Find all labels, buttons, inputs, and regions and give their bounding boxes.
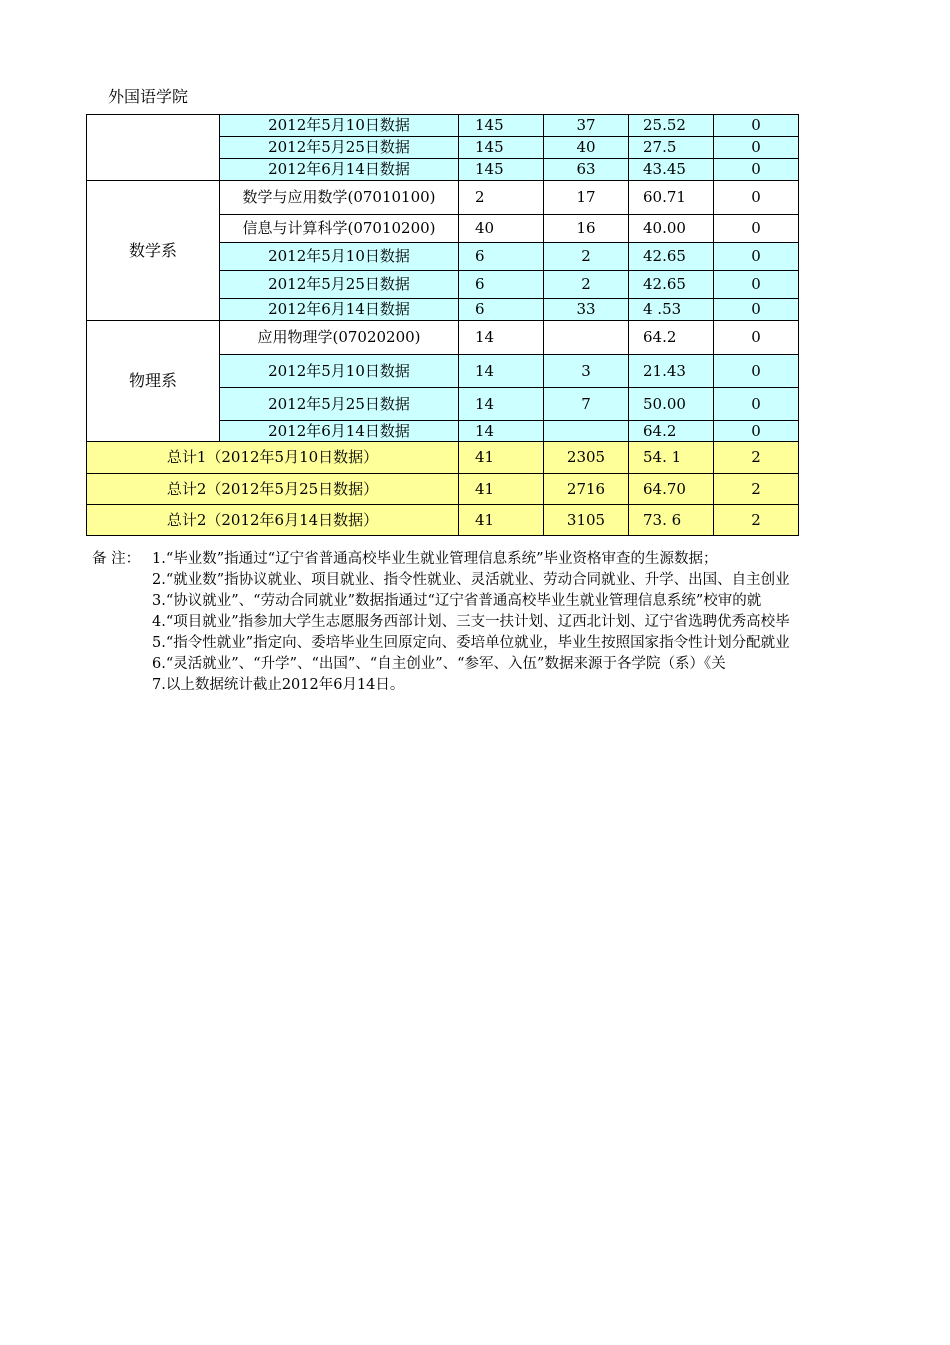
employed-count: 33	[544, 299, 629, 321]
employed-count: 2	[544, 271, 629, 299]
total-employed-count: 2716	[544, 474, 629, 505]
employed-count: 3	[544, 355, 629, 388]
row-label: 2012年5月10日数据	[220, 115, 459, 137]
other-count: 0	[714, 388, 799, 421]
employed-count: 17	[544, 181, 629, 215]
department-cell: 物理系	[87, 321, 220, 442]
other-count: 0	[714, 181, 799, 215]
graduate-count: 145	[459, 159, 544, 181]
other-count: 0	[714, 115, 799, 137]
other-count: 0	[714, 299, 799, 321]
other-count: 0	[714, 421, 799, 442]
department-cell: 数学系	[87, 181, 220, 321]
row-label: 2012年5月10日数据	[220, 355, 459, 388]
employed-count: 7	[544, 388, 629, 421]
other-count: 0	[714, 321, 799, 355]
row-label: 2012年5月10日数据	[220, 243, 459, 271]
employment-rate: 27.5	[629, 137, 714, 159]
total-other-count: 2	[714, 505, 799, 536]
graduate-count: 14	[459, 421, 544, 442]
row-label: 2012年6月14日数据	[220, 421, 459, 442]
note-item: 6.“灵活就业”、“升学”、“出国”、“自主创业”、“参军、入伍”数据来源于各学院（系）《关	[152, 656, 726, 672]
table-row	[87, 181, 799, 215]
row-label: 2012年5月25日数据	[220, 137, 459, 159]
other-count: 0	[714, 137, 799, 159]
total-employment-rate: 64.70	[629, 474, 714, 505]
row-label: 应用物理学(07020200)	[220, 321, 459, 355]
graduate-count: 6	[459, 243, 544, 271]
note-item: 5.“指令性就业”指定向、委培毕业生回原定向、委培单位就业，毕业生按照国家指令性计划分配就业	[152, 635, 790, 651]
employment-rate: 21.43	[629, 355, 714, 388]
employment-rate: 42.65	[629, 243, 714, 271]
employment-rate: 64.2	[629, 321, 714, 355]
employment-rate: 50.00	[629, 388, 714, 421]
graduate-count: 6	[459, 299, 544, 321]
total-graduate-count: 41	[459, 474, 544, 505]
row-label: 2012年6月14日数据	[220, 159, 459, 181]
total-employed-count: 3105	[544, 505, 629, 536]
employed-count	[544, 321, 629, 355]
total-row	[87, 505, 799, 536]
graduate-count: 40	[459, 215, 544, 243]
total-employment-rate: 54. 1	[629, 442, 714, 474]
graduate-count: 2	[459, 181, 544, 215]
graduate-count: 145	[459, 115, 544, 137]
other-count: 0	[714, 271, 799, 299]
table-row	[87, 321, 799, 355]
employment-rate: 64.2	[629, 421, 714, 442]
employed-count: 2	[544, 243, 629, 271]
employed-count: 63	[544, 159, 629, 181]
total-row	[87, 474, 799, 505]
note-item: 3.“协议就业”、“劳动合同就业”数据指通过“辽宁省普通高校毕业生就业管理信息系统”校审的就	[152, 593, 762, 609]
employed-count: 40	[544, 137, 629, 159]
graduate-count: 145	[459, 137, 544, 159]
row-label: 2012年5月25日数据	[220, 388, 459, 421]
note-item: 1.“毕业数”指通过“辽宁省普通高校毕业生就业管理信息系统”毕业资格审查的生源数据；	[152, 551, 718, 567]
employment-rate: 25.52	[629, 115, 714, 137]
other-count: 0	[714, 159, 799, 181]
employment-rate: 40.00	[629, 215, 714, 243]
other-count: 0	[714, 215, 799, 243]
graduate-count: 14	[459, 321, 544, 355]
total-graduate-count: 41	[459, 505, 544, 536]
department-cell	[87, 115, 220, 181]
row-label: 信息与计算科学(07010200)	[220, 215, 459, 243]
employed-count	[544, 421, 629, 442]
total-other-count: 2	[714, 442, 799, 474]
other-count: 0	[714, 243, 799, 271]
row-label: 2012年6月14日数据	[220, 299, 459, 321]
employment-rate: 60.71	[629, 181, 714, 215]
graduate-count: 6	[459, 271, 544, 299]
note-item: 7.以上数据统计截止2012年6月14日。	[152, 677, 405, 693]
employment-rate: 42.65	[629, 271, 714, 299]
note-item: 4.“项目就业”指参加大学生志愿服务西部计划、三支一扶计划、辽西北计划、辽宁省选聘优秀高校毕	[152, 614, 790, 630]
note-item: 2.“就业数”指协议就业、项目就业、指令性就业、灵活就业、劳动合同就业、升学、出国、自主创业	[152, 572, 790, 588]
employment-rate: 43.45	[629, 159, 714, 181]
graduate-count: 14	[459, 388, 544, 421]
employment-rate: 4 .53	[629, 299, 714, 321]
total-label: 总计2（2012年6月14日数据）	[87, 505, 459, 536]
row-label: 数学与应用数学(07010100)	[220, 181, 459, 215]
row-label: 2012年5月25日数据	[220, 271, 459, 299]
employed-count: 16	[544, 215, 629, 243]
employed-count: 37	[544, 115, 629, 137]
total-other-count: 2	[714, 474, 799, 505]
employment-table	[86, 114, 799, 536]
total-employed-count: 2305	[544, 442, 629, 474]
table-row	[87, 115, 799, 137]
total-graduate-count: 41	[459, 442, 544, 474]
college-label: 外国语学院	[108, 87, 189, 106]
total-label: 总计1（2012年5月10日数据）	[87, 442, 459, 474]
notes-prefix: 备 注：	[92, 551, 141, 567]
other-count: 0	[714, 355, 799, 388]
graduate-count: 14	[459, 355, 544, 388]
total-employment-rate: 73. 6	[629, 505, 714, 536]
total-row	[87, 442, 799, 474]
total-label: 总计2（2012年5月25日数据）	[87, 474, 459, 505]
